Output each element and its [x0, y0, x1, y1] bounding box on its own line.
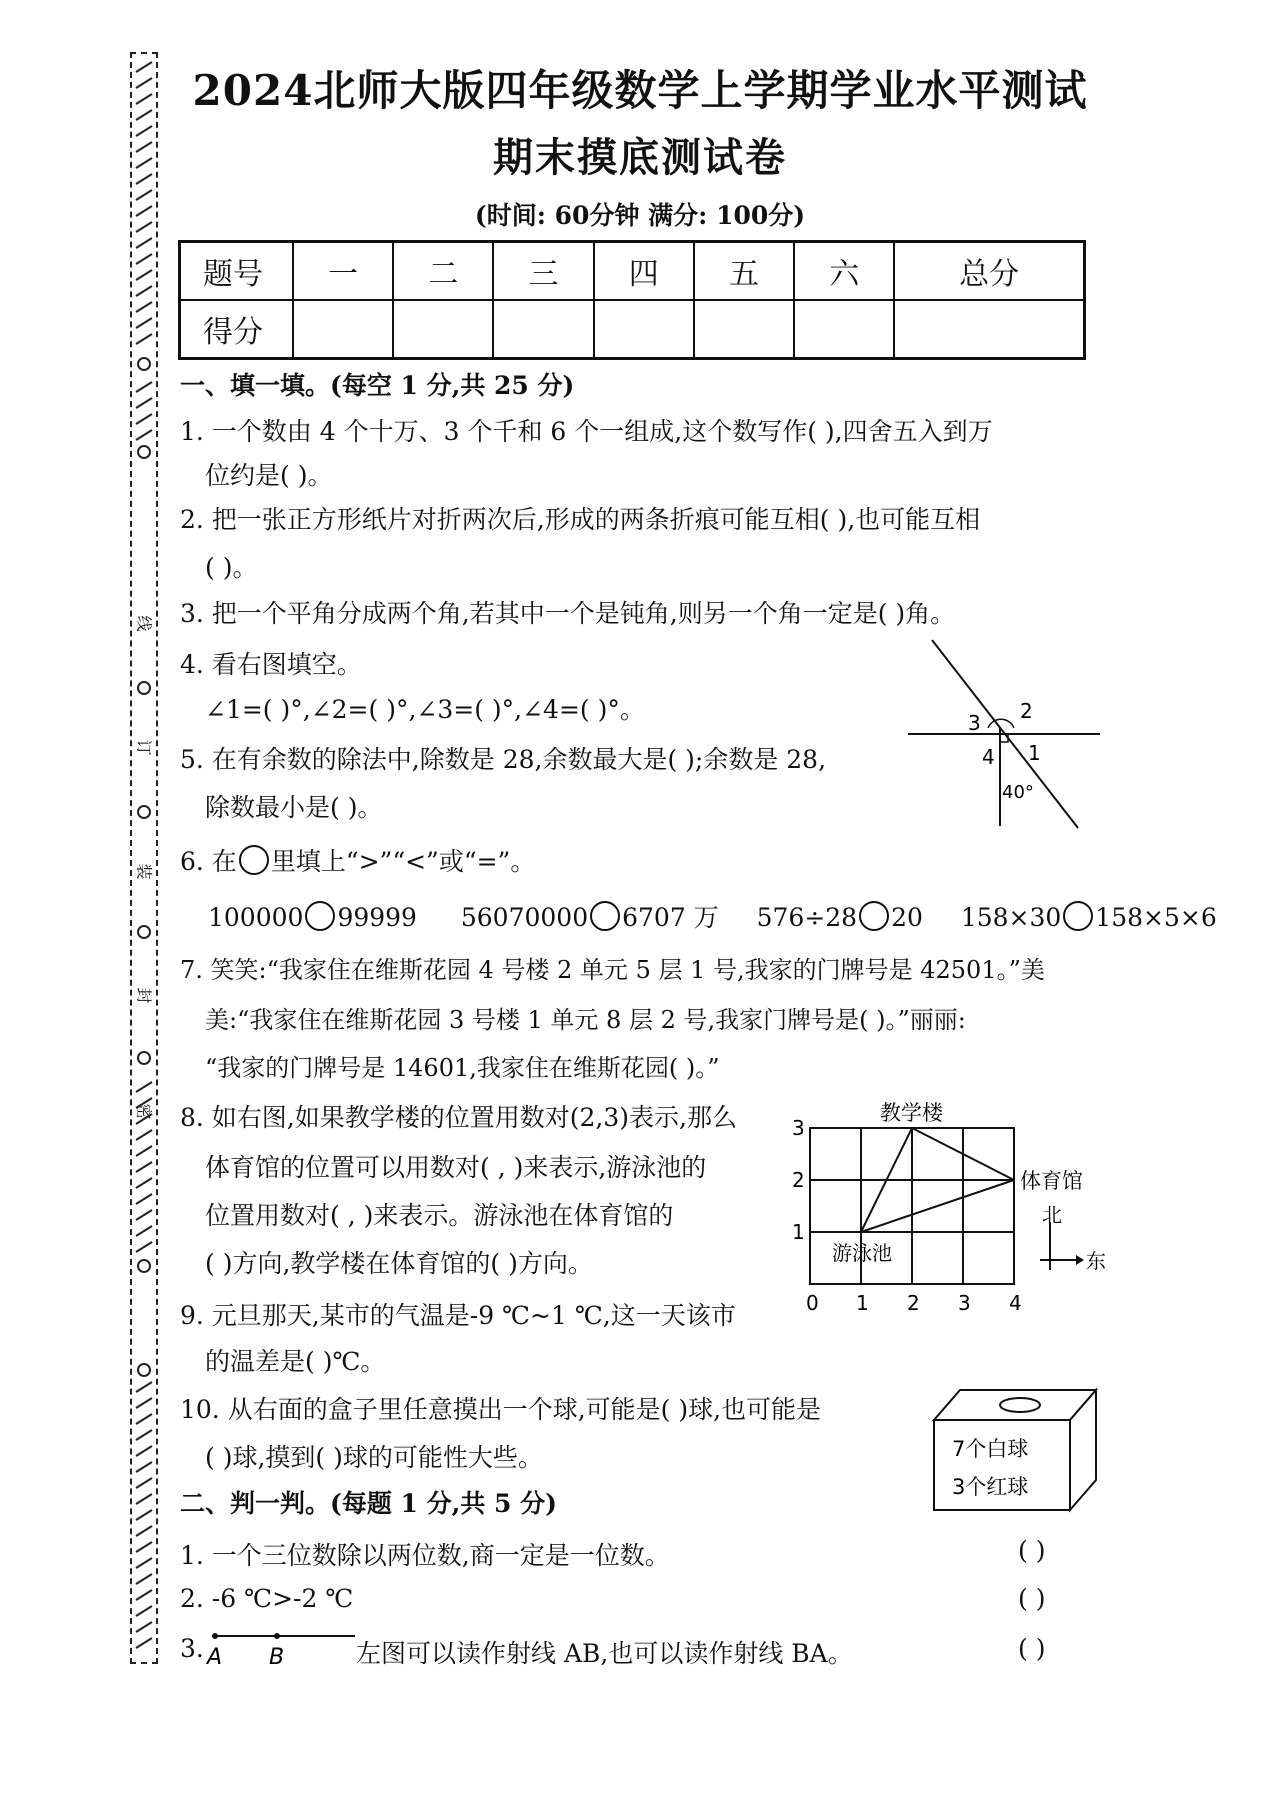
q8-line1: 8. 如右图,如果教学楼的位置用数对(2,3)表示,那么	[180, 1103, 737, 1132]
strip-slash	[136, 1542, 152, 1552]
time-info: (时间: 60分钟 满分: 100分)	[474, 201, 806, 230]
binding-hole	[138, 1364, 150, 1376]
strip-slash	[136, 1194, 152, 1204]
q9-line1: 9. 元旦那天,某市的气温是-9 ℃~1 ℃,这一天该市	[180, 1301, 736, 1330]
white-balls-label: 7个白球	[952, 1437, 1029, 1461]
score-header-cell: 总分	[894, 242, 1084, 301]
q8-line3: 位置用数对( , )来表示。游泳池在体育馆的	[205, 1201, 674, 1230]
strip-slash	[136, 1510, 152, 1520]
x-tick: 2	[907, 1291, 920, 1315]
strip-slash	[136, 1082, 152, 1092]
q6-item-right: 20	[891, 903, 923, 932]
strip-slash	[136, 1130, 152, 1140]
judge-answer-paren[interactable]: ( )	[1018, 1634, 1046, 1663]
strip-slash	[136, 1638, 152, 1648]
strip-mark-bind: 订	[134, 739, 154, 756]
strip-mark-install: 装	[134, 863, 154, 880]
compare-circle-icon[interactable]	[305, 901, 335, 931]
strip-slash	[136, 1606, 152, 1616]
strip-slash	[136, 318, 152, 328]
pool-label: 游泳池	[832, 1241, 892, 1265]
binding-hole	[138, 806, 150, 818]
q10-line1: 10. 从右面的盒子里任意摸出一个球,可能是( )球,也可能是	[180, 1395, 822, 1424]
q10-line2: ( )球,摸到( )球的可能性大些。	[205, 1443, 543, 1472]
strip-slash	[136, 334, 152, 344]
score-header-cell: 三	[493, 242, 593, 301]
compare-circle-icon	[239, 845, 269, 875]
strip-slash	[136, 398, 152, 408]
score-header-cell: 二	[393, 242, 493, 301]
strip-slash	[136, 1574, 152, 1584]
strip-slash	[136, 1446, 152, 1456]
score-table-header-row	[180, 242, 1085, 301]
q6-item-left: 576÷28	[756, 903, 858, 932]
q9-line2: 的温差是( )℃。	[205, 1347, 386, 1376]
q7-line3: “我家的门牌号是 14601,我家住在维斯花园( )。”	[205, 1054, 720, 1082]
strip-slash	[136, 190, 152, 200]
score-table	[178, 240, 1086, 360]
strip-slash	[136, 1622, 152, 1632]
q5-line2: 除数最小是( )。	[205, 793, 383, 822]
strip-slash	[136, 222, 152, 232]
strip-slash	[136, 1210, 152, 1220]
binding-hole	[138, 926, 150, 938]
score-header-cell: 五	[694, 242, 794, 301]
strip-slash	[136, 1146, 152, 1156]
strip-slash	[136, 1398, 152, 1408]
strip-slash	[136, 1478, 152, 1488]
q6-item-left: 100000	[208, 903, 304, 932]
score-header-cell: 题号	[180, 242, 294, 301]
ray-ab-figure	[205, 1624, 365, 1670]
strip-slash	[136, 238, 152, 248]
q6-item-right: 6707 万	[622, 903, 719, 932]
score-table-score-row	[180, 300, 1085, 359]
binding-hole	[138, 1260, 150, 1272]
binding-hole	[138, 682, 150, 694]
section2-heading: 二、判一判。(每题 1 分,共 5 分)	[180, 1489, 557, 1518]
q6-item-right: 158×5×6	[1095, 903, 1217, 932]
angle-label-2: 2	[1020, 699, 1033, 723]
binding-hole	[138, 446, 150, 458]
y-tick: 3	[792, 1116, 805, 1140]
q6-suffix: 里填上“>”“<”或“=”。	[270, 847, 536, 876]
q6-line1	[180, 842, 535, 878]
strip-slash	[136, 1382, 152, 1392]
strip-slash	[136, 1178, 152, 1188]
strip-slash	[136, 110, 152, 120]
q6-item-left: 56070000	[460, 903, 589, 932]
x-tick: 1	[856, 1291, 869, 1315]
q7-line1: 7. 笑笑:“我家住在维斯花园 4 号楼 2 单元 5 层 1 号,我家的门牌号是 42501。”美	[180, 956, 1045, 984]
strip-slash	[136, 1162, 152, 1172]
strip-slash	[136, 1414, 152, 1424]
strip-mark-secret: 密	[134, 1103, 154, 1120]
score-header-cell: 六	[794, 242, 894, 301]
compass-icon	[1040, 1203, 1106, 1273]
strip-slash	[136, 126, 152, 136]
strip-slash	[136, 62, 152, 72]
judge-answer-paren[interactable]: ( )	[1018, 1584, 1046, 1613]
strip-slash	[136, 1462, 152, 1472]
strip-slash	[136, 414, 152, 424]
score-cell[interactable]	[594, 300, 694, 359]
q2-line1: 2. 把一张正方形纸片对折两次后,形成的两条折痕可能互相( ),也可能互相	[180, 505, 981, 534]
compare-circle-icon[interactable]	[859, 901, 889, 931]
compare-circle-icon[interactable]	[590, 901, 620, 931]
q4-line2: ∠1=( )°,∠2=( )°,∠3=( )°,∠4=( )°。	[205, 695, 645, 724]
binding-hole	[138, 358, 150, 370]
q6-item-right: 99999	[337, 903, 417, 932]
score-header-cell: 一	[293, 242, 393, 301]
score-cell[interactable]	[894, 300, 1084, 359]
red-balls-label: 3个红球	[952, 1475, 1029, 1499]
strip-slash	[136, 206, 152, 216]
y-tick: 2	[792, 1168, 805, 1192]
judge-answer-paren[interactable]: ( )	[1018, 1536, 1046, 1565]
angle-label-3: 3	[968, 711, 981, 735]
page-title: 2024北师大版四年级数学上学期学业水平测试	[192, 66, 1088, 115]
q6-item-left: 158×30	[960, 903, 1062, 932]
score-header-cell: 四	[594, 242, 694, 301]
score-cell[interactable]	[794, 300, 894, 359]
score-row-label: 得分	[180, 300, 294, 359]
strip-slash	[136, 174, 152, 184]
q4-line1: 4. 看右图填空。	[180, 650, 362, 679]
teaching-building-label: 教学楼	[880, 1101, 943, 1125]
judge-q1: 1. 一个三位数除以两位数,商一定是一位数。	[180, 1541, 670, 1570]
strip-slash	[136, 94, 152, 104]
ball-box-figure	[930, 1386, 1100, 1516]
q6-items	[208, 898, 1217, 934]
strip-slash	[136, 254, 152, 264]
strip-slash	[136, 1494, 152, 1504]
strip-slash	[136, 1430, 152, 1440]
y-tick: 1	[792, 1220, 805, 1244]
strip-slash	[136, 78, 152, 88]
judge-q2: 2. -6 ℃>-2 ℃	[180, 1584, 354, 1613]
point-b-label: B	[269, 1645, 285, 1670]
strip-slash	[136, 1526, 152, 1536]
page-subtitle: 期末摸底测试卷	[493, 134, 787, 181]
angle-arc	[988, 719, 1014, 728]
strip-slash	[136, 382, 152, 392]
strip-slash	[136, 1242, 152, 1252]
strip-slash	[136, 1590, 152, 1600]
q1-line1: 1. 一个数由 4 个十万、3 个千和 6 个一组成,这个数写作( ),四舍五入到万	[180, 417, 993, 446]
q2-line2: ( )。	[205, 553, 258, 582]
strip-slash	[136, 1558, 152, 1568]
grid-figure	[780, 1098, 1110, 1338]
judge-q3-text: 左图可以读作射线 AB,也可以读作射线 BA。	[356, 1639, 853, 1668]
q8-line4: ( )方向,教学楼在体育馆的( )方向。	[205, 1249, 593, 1278]
compare-circle-icon[interactable]	[1063, 901, 1093, 931]
score-cell[interactable]	[694, 300, 794, 359]
strip-mark-line: 线	[134, 615, 154, 632]
angle-label-4: 4	[982, 745, 995, 769]
q6-prefix: 6. 在	[180, 847, 237, 876]
section1-heading: 一、填一填。(每空 1 分,共 25 分)	[180, 371, 575, 400]
q5-line1: 5. 在有余数的除法中,除数是 28,余数最大是( );余数是 28,	[180, 745, 827, 774]
strip-slash	[136, 302, 152, 312]
x-tick: 3	[958, 1291, 971, 1315]
north-label: 北	[1042, 1203, 1062, 1227]
q3: 3. 把一个平角分成两个角,若其中一个是钝角,则另一个角一定是( )角。	[180, 599, 956, 628]
strip-slash	[136, 142, 152, 152]
strip-slash	[136, 158, 152, 168]
score-cell[interactable]	[493, 300, 593, 359]
strip-slash	[136, 270, 152, 280]
east-label: 东	[1086, 1249, 1106, 1273]
binding-hole	[138, 1052, 150, 1064]
strip-slash	[136, 286, 152, 296]
point-a-label: A	[207, 1645, 223, 1670]
score-cell[interactable]	[293, 300, 393, 359]
x-tick: 0	[806, 1291, 819, 1315]
angle-figure	[900, 636, 1110, 836]
judge-q3-number: 3.	[180, 1634, 204, 1663]
angle-label-1: 1	[1028, 741, 1041, 765]
gym-label: 体育馆	[1020, 1169, 1083, 1193]
q7-line2: 美:“我家住在维斯花园 3 号楼 1 单元 8 层 2 号,我家门牌号是( )。”丽丽:	[205, 1006, 966, 1034]
angle-label-40: 40°	[1002, 782, 1034, 803]
q1-line2: 位约是( )。	[205, 461, 333, 490]
score-cell[interactable]	[393, 300, 493, 359]
x-tick: 4	[1009, 1291, 1022, 1315]
strip-slash	[136, 1226, 152, 1236]
binding-strip-pattern	[130, 52, 158, 1664]
q8-line2: 体育馆的位置可以用数对( , )来表示,游泳池的	[205, 1153, 707, 1182]
strip-slash	[136, 430, 152, 440]
strip-mark-seal: 封	[134, 987, 154, 1004]
